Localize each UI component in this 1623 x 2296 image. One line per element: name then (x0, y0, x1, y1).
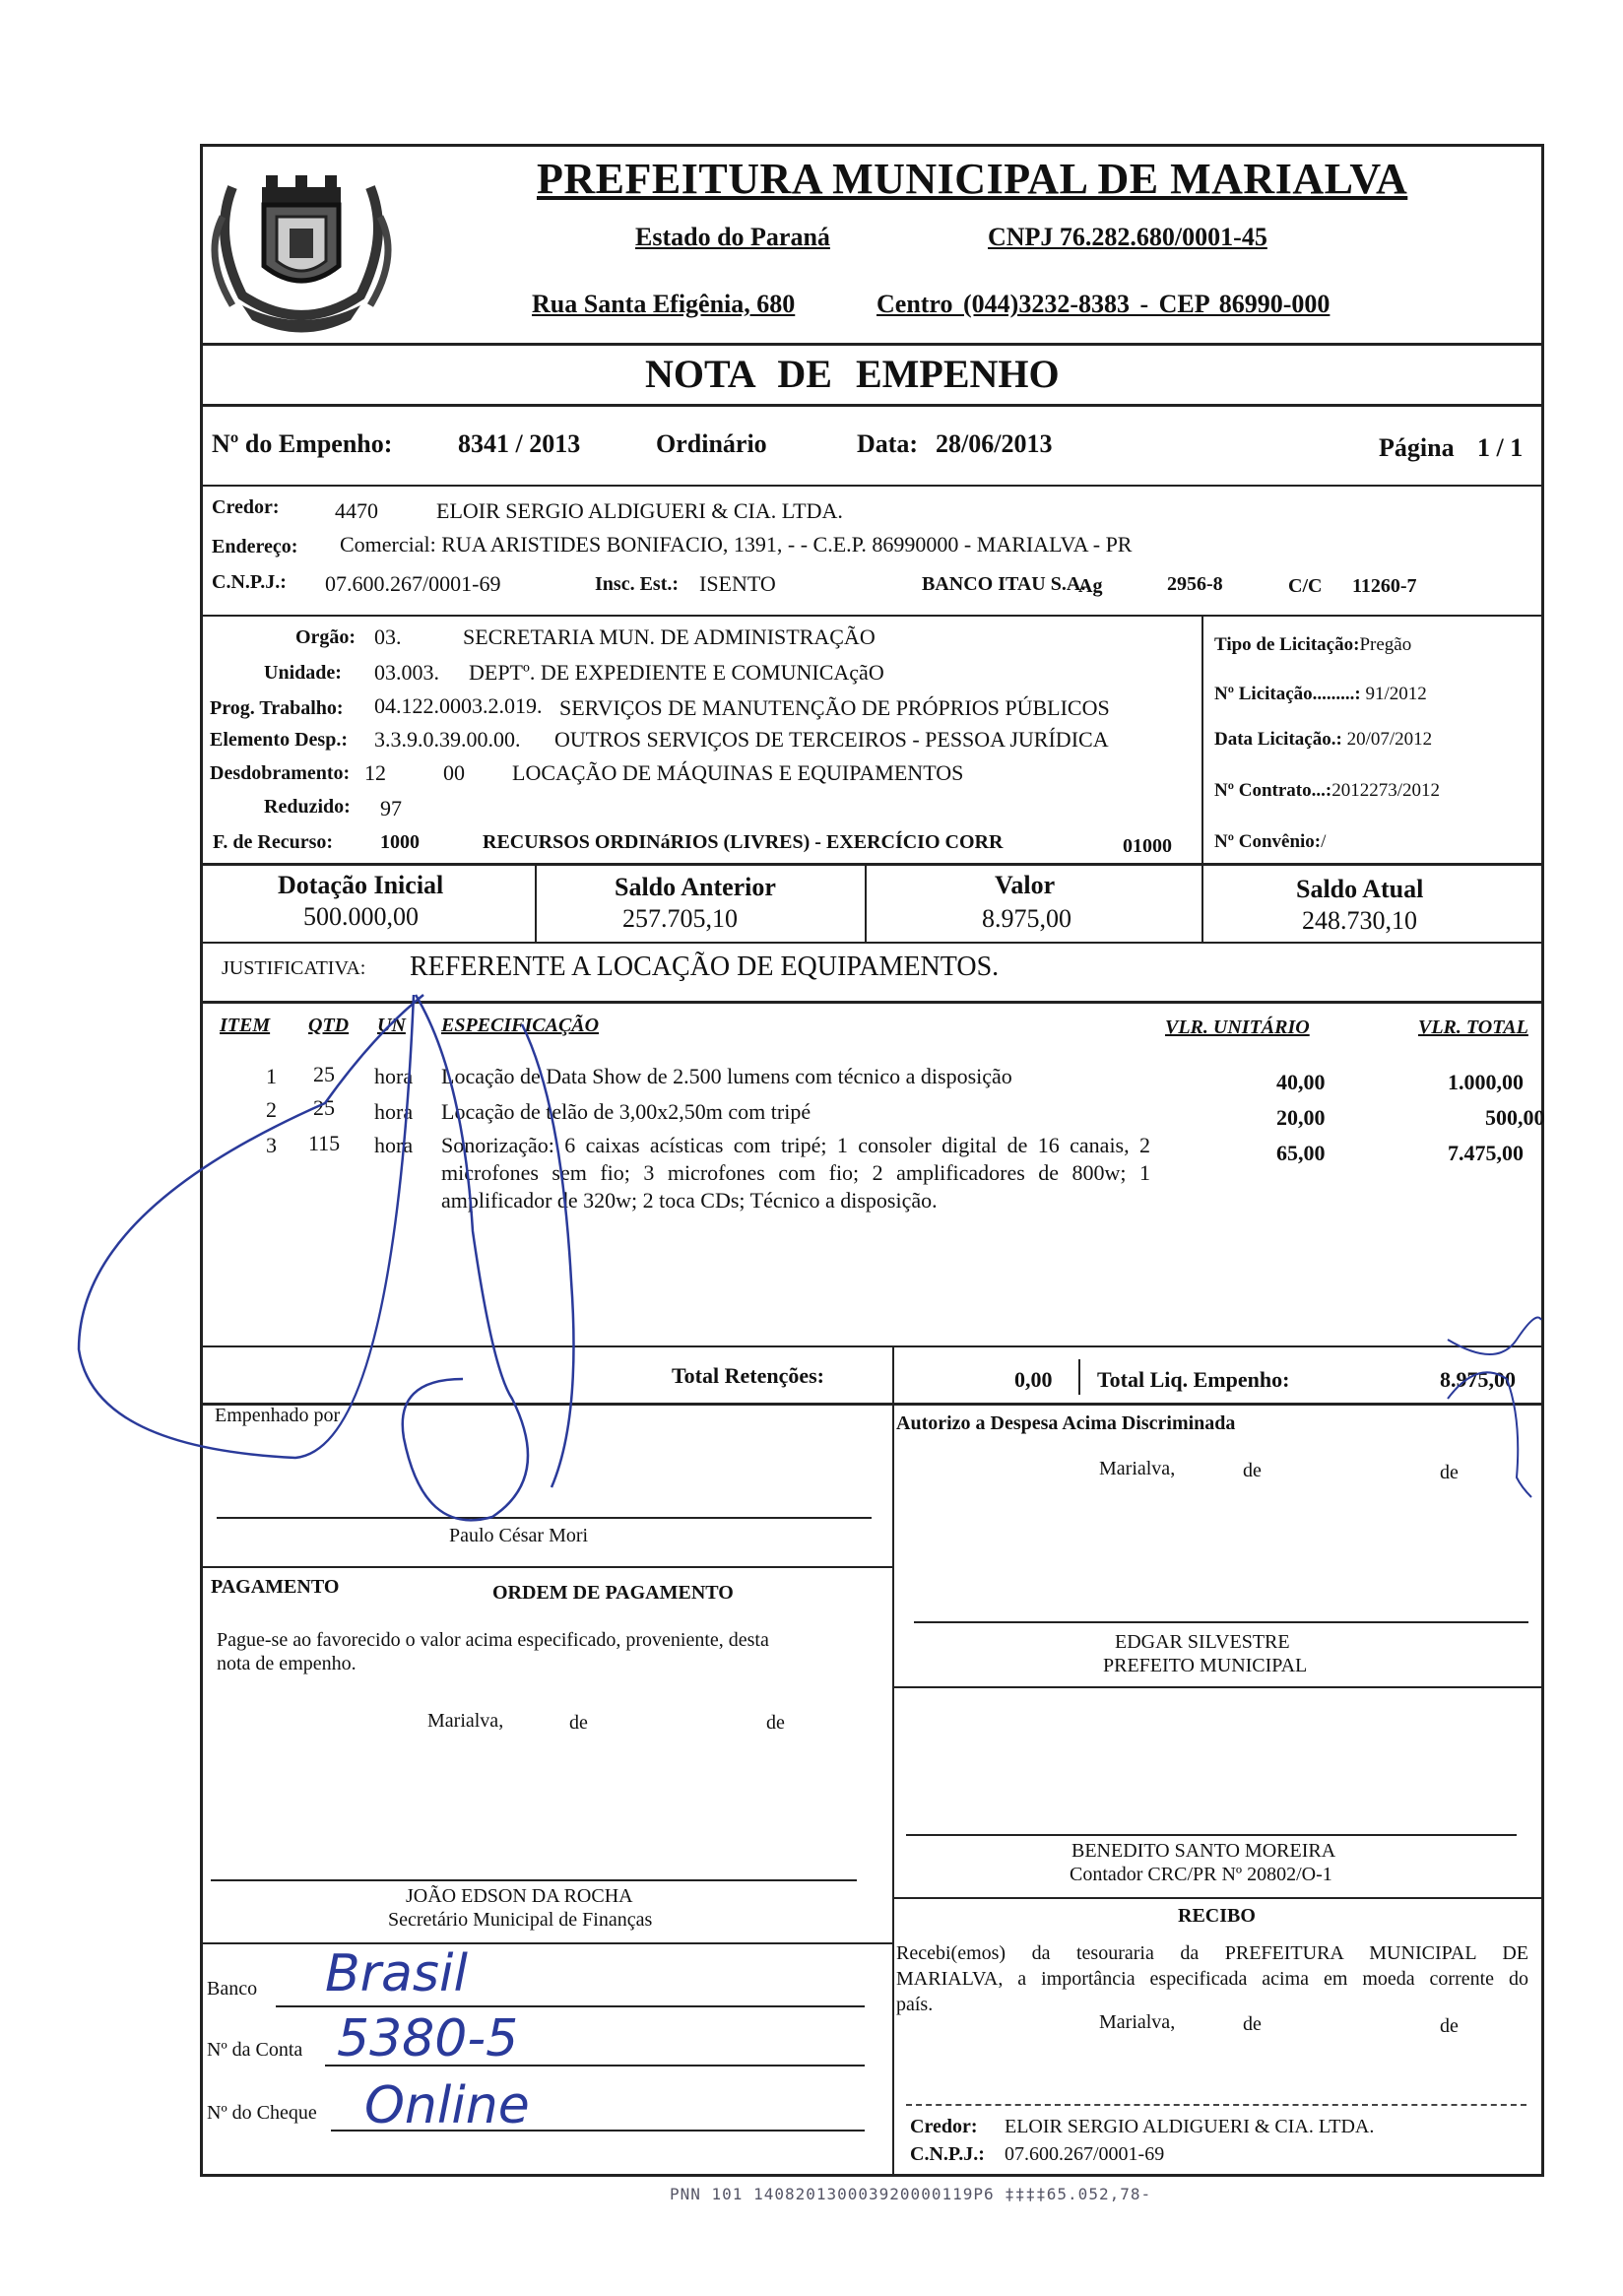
row-especificacao: Sonorização: 6 caixas acísticas com tripé; 1 consoler digital de 16 canais, 2 (441, 1133, 1150, 1157)
row-qtd: 115 (308, 1131, 341, 1155)
signature-line (906, 2104, 1526, 2106)
agency-label: Ag (1078, 575, 1103, 597)
elemento-label: Elemento Desp.: (210, 729, 348, 751)
row-qtd: 25 (313, 1095, 335, 1120)
recibo-city: Marialva, (1099, 2011, 1176, 2033)
pagamento-de: de (766, 1712, 785, 1734)
recibo-credor: ELOIR SERGIO ALDIGUERI & CIA. LTDA. (1005, 2116, 1375, 2137)
recibo-cnpj: 07.600.267/0001-69 (1005, 2143, 1165, 2165)
insc-label: Insc. Est.: (595, 573, 680, 595)
recibo-text: Recebi(emos) da tesouraria da PREFEITURA MUNICIPAL DE (896, 1942, 1528, 1964)
account: 11260-7 (1352, 575, 1417, 597)
licitacao-number-label: Nº Licitação.........: (1214, 684, 1361, 704)
dotacao-inicial: 500.000,00 (303, 902, 419, 931)
orgao-label: Orgão: (295, 626, 357, 648)
col-total-value: VLR. TOTAL (1418, 1017, 1528, 1038)
credor-label: Credor: (212, 496, 280, 518)
signature-line (217, 1517, 872, 1519)
contador-title: Contador CRC/PR Nº 20802/O-1 (1070, 1864, 1332, 1885)
convenio-label: Nº Convênio: (1214, 831, 1322, 852)
page-number: 1 / 1 (1477, 433, 1524, 462)
divider (200, 942, 1544, 944)
secretario-title: Secretário Municipal de Finanças (388, 1909, 653, 1931)
recibo-cnpj-label: C.N.P.J.: (910, 2143, 985, 2165)
divider (1201, 615, 1203, 865)
cheque-label: Nº do Cheque (207, 2102, 317, 2124)
row-item: 3 (266, 1133, 277, 1157)
signature-line (914, 1621, 1528, 1623)
dotacao-inicial-label: Dotação Inicial (278, 871, 444, 899)
recibo-de: de (1243, 2013, 1262, 2035)
row-unit-value: 40,00 (1276, 1070, 1326, 1094)
divider (865, 863, 867, 942)
desdob-a: 12 (364, 760, 386, 785)
divider (535, 863, 537, 942)
saldo-anterior-label: Saldo Anterior (615, 873, 776, 901)
pagamento-label: PAGAMENTO (211, 1576, 340, 1598)
reduzido: 97 (380, 796, 402, 820)
divider (892, 1345, 894, 1568)
row-item: 1 (266, 1064, 277, 1088)
empenho-number-label: Nº do Empenho: (212, 429, 393, 458)
divider (200, 1942, 894, 1944)
row-unit-value: 65,00 (1276, 1141, 1326, 1165)
desdob-label: Desdobramento: (210, 762, 351, 784)
pagamento-text: Pague-se ao favorecido o valor acima especificado, proveniente, desta (217, 1629, 769, 1651)
divider (200, 343, 1544, 346)
row-especificacao: Locação de telão de 3,00x2,50m com tripé (441, 1099, 812, 1124)
pagamento-text: nota de empenho. (217, 1653, 357, 1674)
credor-cnpj: 07.600.267/0001-69 (325, 571, 501, 596)
col-un: UN (377, 1015, 406, 1036)
divider (200, 1566, 894, 1568)
liquido-label: Total Liq. Empenho: (1097, 1367, 1290, 1392)
divider (200, 404, 1544, 407)
banco-handwritten: Brasil (325, 1944, 468, 2003)
divider (1078, 1359, 1080, 1395)
col-unit-value: VLR. UNITÁRIO (1165, 1017, 1310, 1038)
prog-label: Prog. Trabalho: (210, 697, 344, 719)
row-total-value: 7.475,00 (1448, 1141, 1524, 1165)
header-title: PREFEITURA MUNICIPAL DE MARIALVA (537, 155, 1408, 203)
empenhado-label: Empenhado por (215, 1405, 341, 1426)
row-total-value: 1.000,00 (1448, 1070, 1524, 1094)
recibo-credor-label: Credor: (910, 2116, 978, 2137)
recurso-code: 1000 (380, 831, 420, 853)
divider (200, 615, 1544, 617)
contador-name: BENEDITO SANTO MOREIRA (1071, 1840, 1336, 1862)
footer-code: PNN 101 140820130003920000119P6 ‡‡‡‡65.052,78- (670, 2185, 1152, 2203)
header-address: Rua Santa Efigênia, 680 (532, 290, 796, 318)
empenho-type: Ordinário (656, 429, 767, 458)
prefeito-name: EDGAR SILVESTRE (1115, 1631, 1290, 1653)
recibo-text: país. (896, 1994, 934, 2015)
agency: 2956-8 (1167, 573, 1223, 595)
header-cnpj: CNPJ 76.282.680/0001-45 (988, 223, 1267, 251)
col-qtd: QTD (308, 1015, 350, 1036)
row-especificacao: Locação de Data Show de 2.500 lumens com técnico a disposição (441, 1064, 1012, 1088)
reduzido-label: Reduzido: (264, 796, 351, 818)
empenho-date-label: Data: (857, 429, 919, 458)
autorizo-city: Marialva, (1099, 1458, 1176, 1479)
row-total-value: 500,00 (1485, 1105, 1545, 1130)
prefeito-title: PREFEITO MUNICIPAL (1103, 1655, 1308, 1676)
saldo-atual-label: Saldo Atual (1296, 875, 1424, 903)
elemento-name: OUTROS SERVIÇOS DE TERCEIROS - PESSOA JURÍDICA (554, 727, 1109, 752)
prog-name: SERVIÇOS DE MANUTENÇÃO DE PRÓPRIOS PÚBLICOS (559, 695, 1110, 720)
pagamento-de: de (569, 1712, 588, 1734)
licitacao-date-label: Data Licitação.: (1214, 729, 1342, 750)
doc-title: NOTA DE EMPENHO (645, 352, 1060, 396)
autorizo-de: de (1440, 1462, 1459, 1483)
header-contact: Centro (044)3232-8383 - CEP 86990-000 (876, 290, 1331, 318)
bank-name: BANCO ITAU S.A. (922, 573, 1086, 595)
row-especificacao: microfones sem fio; 3 microfones com fio; 2 amplificadores de 800w; 1 (441, 1160, 1150, 1185)
unidade-code: 03.003. (374, 660, 439, 685)
valor-label: Valor (995, 871, 1056, 899)
col-item: ITEM (220, 1015, 271, 1036)
contrato-number: 2012273/2012 (1331, 780, 1440, 801)
autorizo-de: de (1243, 1460, 1262, 1481)
empenho-number: 8341 / 2013 (458, 429, 581, 458)
unidade-name: DEPTº. DE EXPEDIENTE E COMUNICAçãO (469, 660, 884, 685)
row-qtd: 25 (313, 1062, 335, 1086)
row-un: hora (374, 1133, 414, 1157)
divider (200, 1403, 1544, 1406)
divider (200, 863, 1544, 866)
divider (892, 1686, 1544, 1688)
endereco-label: Endereço: (212, 536, 298, 558)
conta-label: Nº da Conta (207, 2039, 303, 2061)
recurso-name: RECURSOS ORDINáRIOS (LIVRES) - EXERCÍCIO CORR (483, 831, 1004, 853)
divider (200, 1001, 1544, 1004)
retencoes-value: 0,00 (1014, 1367, 1053, 1392)
credor-name: ELOIR SERGIO ALDIGUERI & CIA. LTDA. (436, 498, 843, 523)
conta-handwritten: 5380-5 (337, 2009, 519, 2068)
row-item: 2 (266, 1097, 277, 1122)
recurso-code2: 01000 (1123, 835, 1172, 857)
elemento-code: 3.3.9.0.39.00.00. (374, 727, 521, 752)
autorizo-text: Autorizo a Despesa Acima Discriminada (896, 1412, 1236, 1434)
valor: 8.975,00 (982, 904, 1071, 933)
row-un: hora (374, 1064, 414, 1088)
recurso-label: F. de Recurso: (213, 831, 334, 853)
ordem-pagamento-label: ORDEM DE PAGAMENTO (492, 1582, 734, 1604)
empenho-date: 28/06/2013 (936, 429, 1053, 458)
licitacao-number: 91/2012 (1365, 684, 1427, 704)
credor-address: Comercial: RUA ARISTIDES BONIFACIO, 1391, - - C.E.P. 86990000 - MARIALVA - PR (340, 532, 1133, 557)
signature-line (906, 1834, 1517, 1836)
divider (200, 1345, 1544, 1347)
row-un: hora (374, 1099, 414, 1124)
empenhado-name: Paulo César Mori (449, 1525, 589, 1546)
prog-code: 04.122.0003.2.019. (374, 693, 543, 718)
orgao-name: SECRETARIA MUN. DE ADMINISTRAÇÃO (463, 624, 876, 649)
recibo-label: RECIBO (1178, 1905, 1256, 1927)
liquido-value: 8.975,00 (1440, 1367, 1516, 1392)
col-especificacao: ESPECIFICAÇÃO (441, 1015, 600, 1036)
credor-code: 4470 (335, 498, 378, 523)
justificativa-text: REFERENTE A LOCAÇÃO DE EQUIPAMENTOS. (410, 951, 1000, 982)
licitacao-date: 20/07/2012 (1346, 729, 1433, 750)
pagamento-city: Marialva, (427, 1710, 504, 1732)
row-especificacao: amplificador de 320w; 2 toca CDs; Técnico a disposição. (441, 1188, 938, 1213)
header-state: Estado do Paraná (635, 223, 830, 251)
credor-insc: ISENTO (699, 571, 776, 596)
saldo-atual: 248.730,10 (1302, 906, 1417, 935)
recibo-de: de (1440, 2015, 1459, 2037)
recibo-text: MARIALVA, a importância especificada acima em moeda corrente do (896, 1968, 1528, 1990)
divider (200, 485, 1544, 487)
page-label: Página (1379, 433, 1455, 462)
divider (892, 1566, 894, 2177)
secretario-name: JOÃO EDSON DA ROCHA (406, 1885, 633, 1907)
licitacao-type: Pregão (1359, 634, 1412, 655)
divider (892, 1897, 1544, 1899)
divider (1201, 863, 1203, 942)
cnpj-label: C.N.P.J.: (212, 571, 287, 593)
contrato-label: Nº Contrato...: (1214, 780, 1332, 801)
unidade-label: Unidade: (264, 662, 342, 684)
justificativa-label: JUSTIFICATIVA: (222, 957, 366, 979)
desdob-b: 00 (443, 760, 465, 785)
orgao-code: 03. (374, 624, 402, 649)
convenio-number: / (1321, 831, 1327, 852)
cheque-handwritten: Online (364, 2076, 530, 2135)
licitacao-type-label: Tipo de Licitação: (1214, 634, 1360, 655)
signature-line (211, 1879, 857, 1881)
banco-line (276, 2005, 865, 2007)
saldo-anterior: 257.705,10 (622, 904, 738, 933)
desdob-name: LOCAÇÃO DE MÁQUINAS E EQUIPAMENTOS (512, 760, 964, 785)
row-unit-value: 20,00 (1276, 1105, 1326, 1130)
banco-label: Banco (207, 1978, 258, 2000)
retencoes-label: Total Retenções: (672, 1363, 824, 1388)
coat-of-arms-icon (203, 148, 400, 340)
account-label: C/C (1288, 575, 1323, 597)
